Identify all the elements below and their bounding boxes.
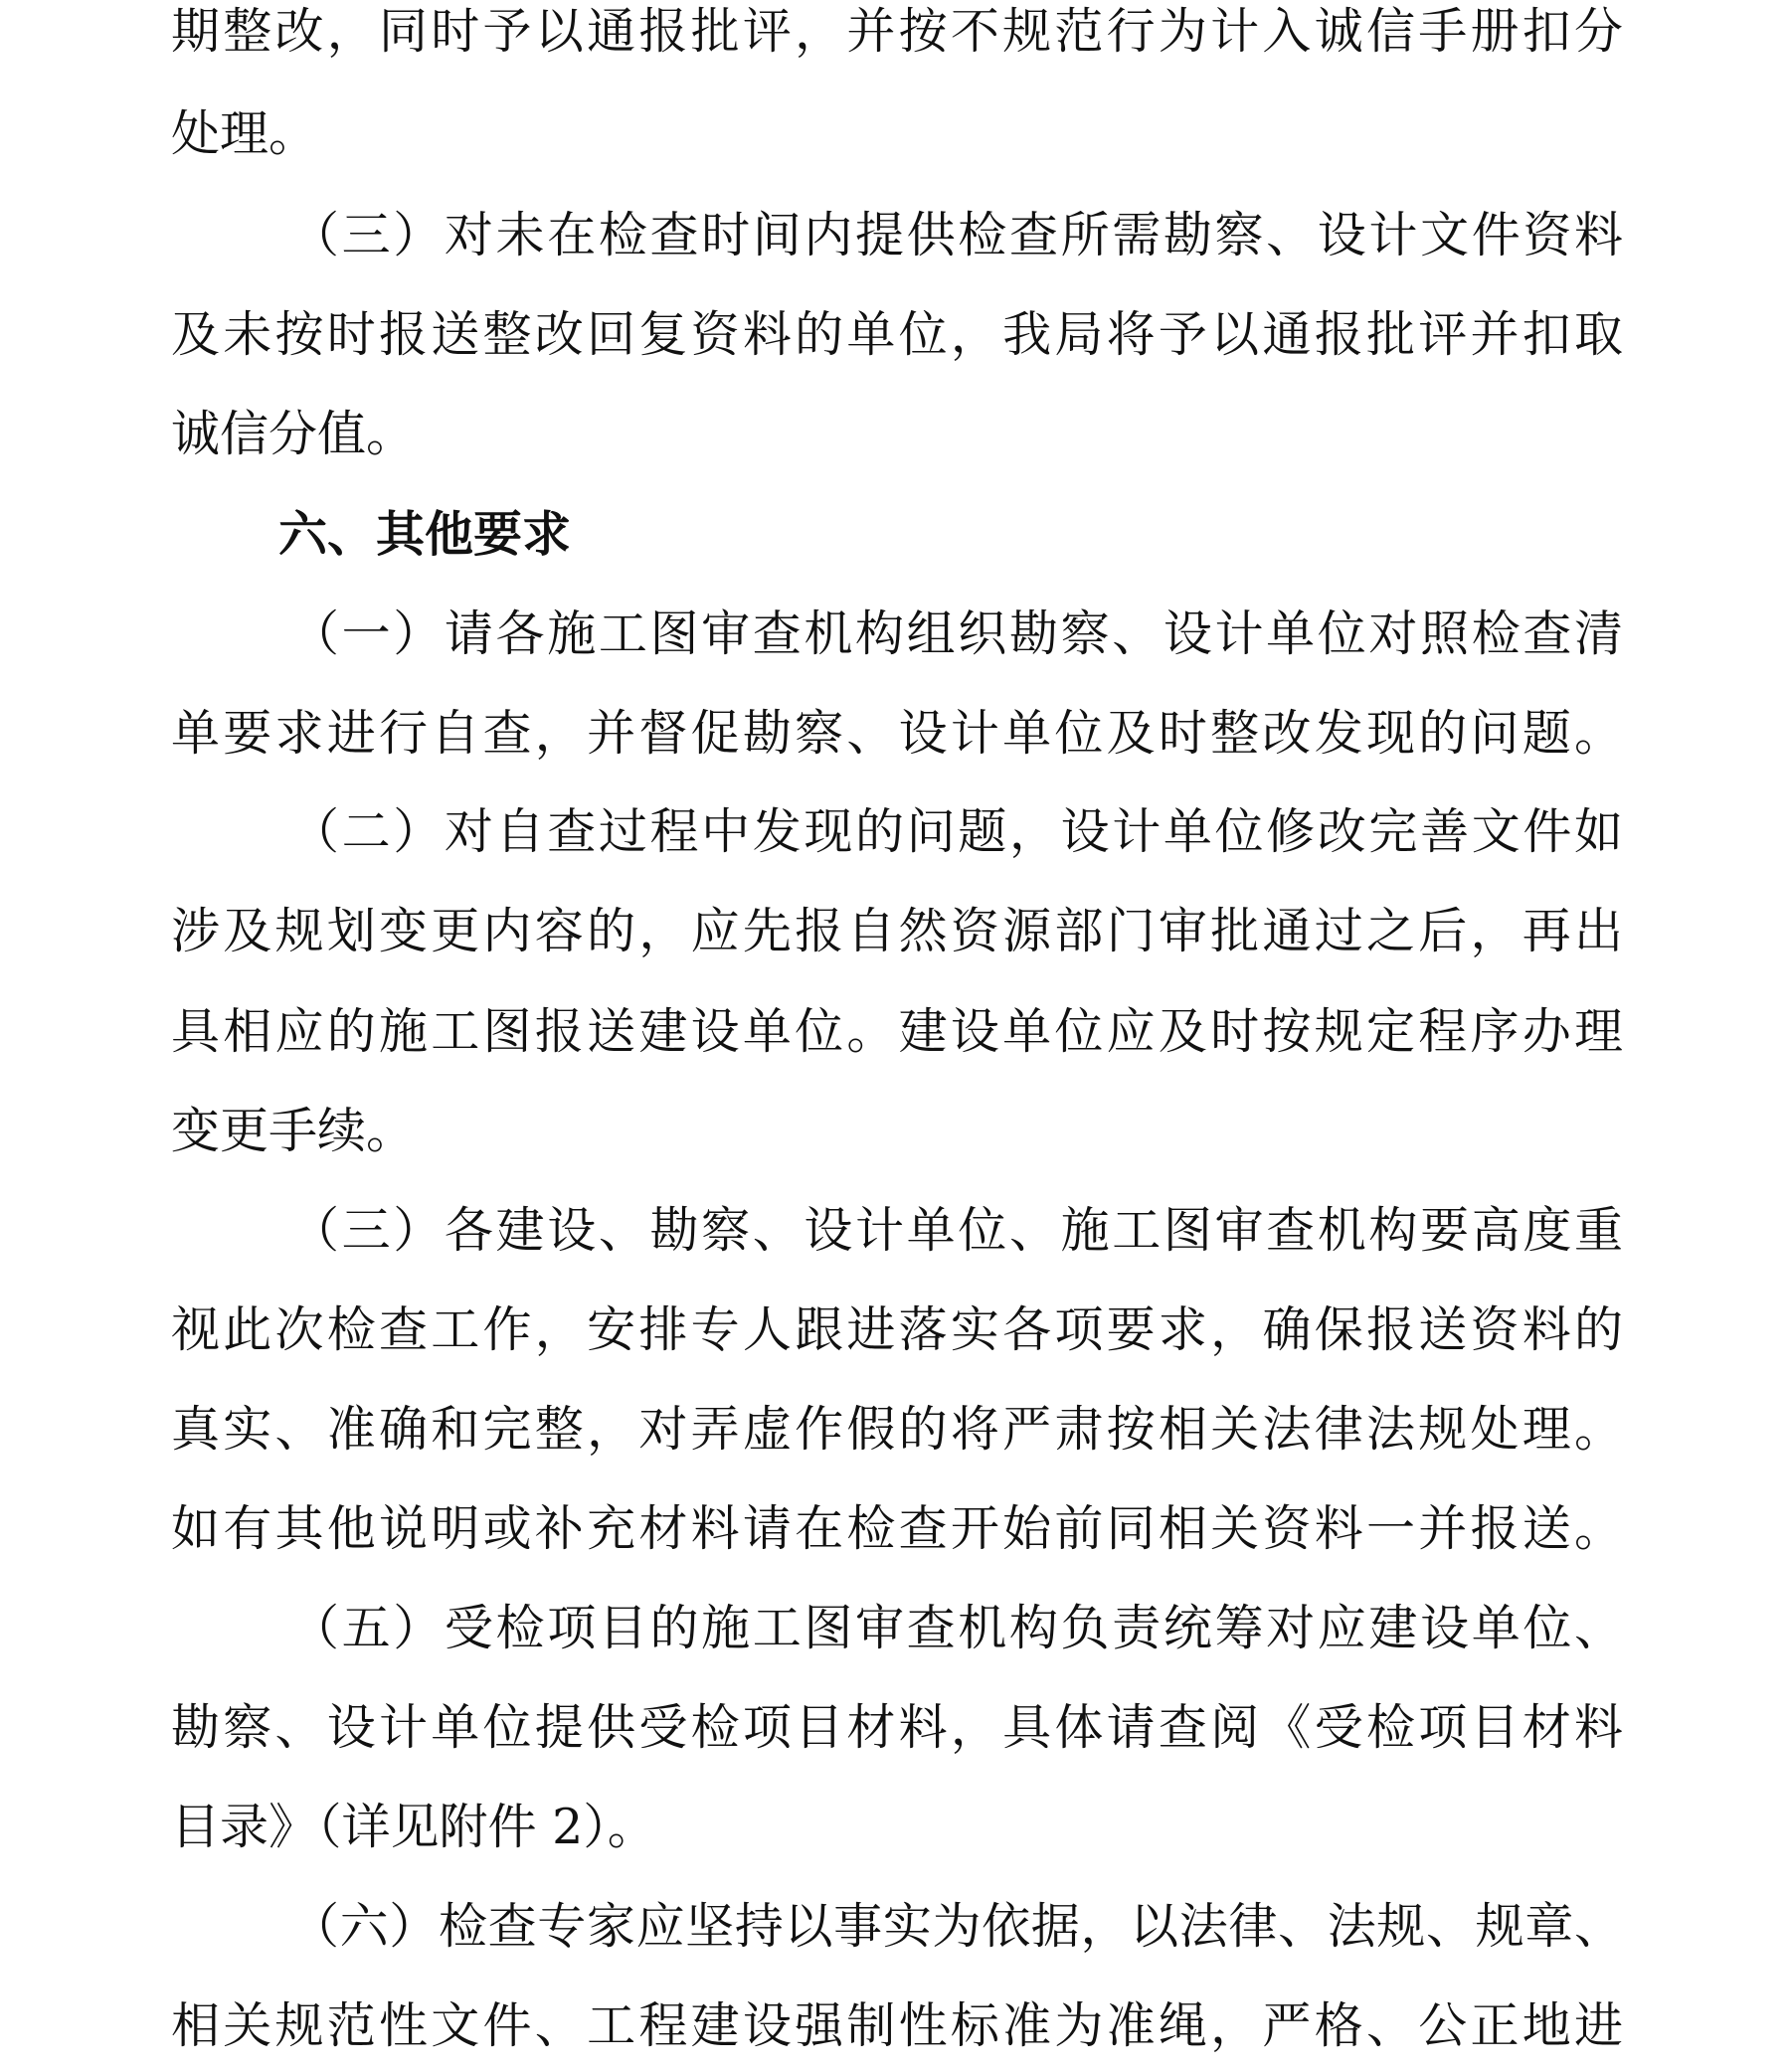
paragraph-line: （五）受检项目的施工图审查机构负责统筹对应建设单位、: [290, 1600, 1623, 1656]
paragraph-line: 涉及规划变更内容的，应先报自然资源部门审批通过之后，再出: [171, 903, 1623, 959]
paragraph-line: 具相应的施工图报送建设单位。建设单位应及时按规定程序办理: [171, 1003, 1623, 1060]
paragraph-line: 变更手续。: [171, 1103, 416, 1159]
paragraph-line: （三）对未在检查时间内提供检查所需勘察、设计文件资料: [290, 207, 1623, 263]
paragraph-line: 单要求进行自查，并督促勘察、设计单位及时整改发现的问题。: [171, 705, 1623, 762]
paragraph-line: （二）对自查过程中发现的问题，设计单位修改完善文件如: [290, 803, 1623, 860]
paragraph-line: 相关规范性文件、工程建设强制性标准为准绳，严格、公正地进: [171, 1997, 1623, 2054]
paragraph-line: 视此次检查工作，安排专人跟进落实各项要求，确保报送资料的: [171, 1301, 1623, 1358]
paragraph-line: 处理。: [171, 105, 318, 162]
paragraph-line: （三）各建设、勘察、设计单位、施工图审查机构要高度重: [290, 1202, 1623, 1259]
paragraph-line: 勘察、设计单位提供受检项目材料，具体请查阅《受检项目材料: [171, 1699, 1623, 1756]
paragraph-line: （一）请各施工图审查机构组织勘察、设计单位对照检查清: [290, 605, 1623, 662]
paragraph-line: 诚信分值。: [171, 406, 416, 462]
paragraph-line: 如有其他说明或补充材料请在检查开始前同相关资料一并报送。: [171, 1500, 1623, 1557]
paragraph-line: 真实、准确和完整，对弄虚作假的将严肃按相关法律法规处理。: [171, 1401, 1623, 1458]
section-heading: 六、其他要求: [278, 506, 572, 563]
paragraph-line: 及未按时报送整改回复资料的单位，我局将予以通报批评并扣取: [171, 306, 1623, 363]
paragraph-line: 期整改，同时予以通报批评，并按不规范行为计入诚信手册扣分: [171, 3, 1623, 60]
paragraph-line: （六）检查专家应坚持以事实为依据，以法律、法规、规章、: [290, 1898, 1623, 1955]
paragraph-line: 目录》（详见附件 2）。: [171, 1799, 656, 1855]
